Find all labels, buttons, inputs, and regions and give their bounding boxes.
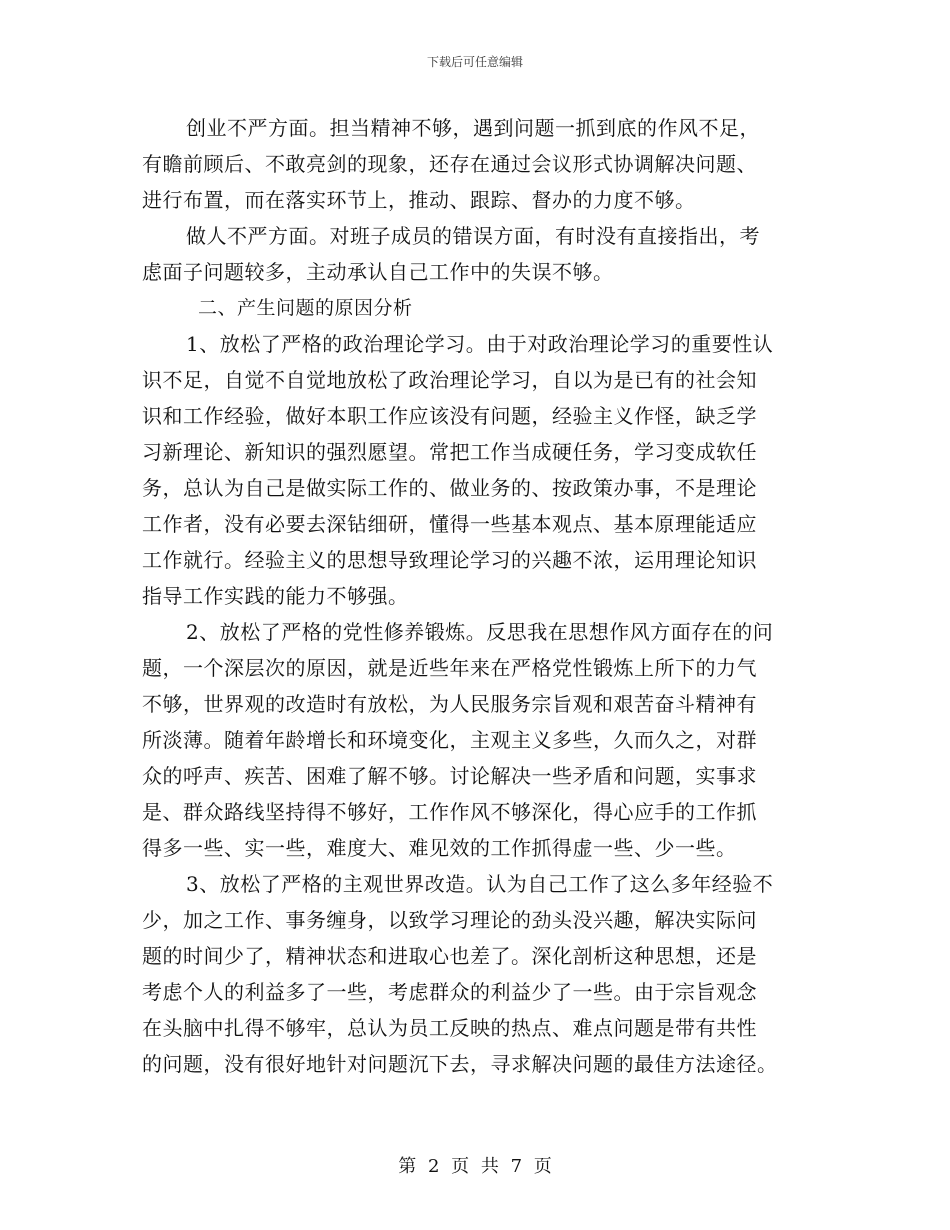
paragraph-line: 习新理论、新知识的强烈愿望。常把工作当成硬任务，学习变成软任 (142, 440, 757, 464)
page-header: 下载后可任意编辑 (426, 55, 523, 69)
paragraph-line: 工作者，没有必要去深钻细研，懂得一些基本观点、基本原理能适应 (142, 512, 757, 536)
paragraph-line: 题，一个深层次的原因，就是近些年来在严格党性锻炼上所下的力气 (142, 656, 757, 680)
paragraph-line: 工作就行。经验主义的思想导致理论学习的兴趣不浓，运用理论知识 (142, 548, 757, 572)
paragraph-line: 做人不严方面。对班子成员的错误方面，有时没有直接指出，考 (186, 224, 760, 248)
paragraph-line: 在头脑中扎得不够牢，总认为员工反映的热点、难点问题是带有共性 (142, 1016, 757, 1040)
paragraph-line: 所淡薄。随着年龄增长和环境变化，主观主义多些，久而久之，对群 (142, 728, 757, 752)
paragraph-line: 考虑个人的利益多了一些，考虑群众的利益少了一些。由于宗旨观念 (142, 980, 757, 1004)
paragraph-line: 识不足，自觉不自觉地放松了政治理论学习，自以为是已有的社会知 (142, 368, 757, 392)
paragraph-line: 2、放松了严格的党性修养锻炼。反思我在思想作风方面存在的问 (186, 620, 774, 644)
paragraph-line: 得多一些、实一些，难度大、难见效的工作抓得虚一些、少一些。 (142, 836, 737, 860)
paragraph-line: 是、群众路线坚持得不够好，工作作风不够深化，得心应手的工作抓 (142, 800, 757, 824)
document-body (142, 110, 804, 1082)
paragraph-line: 有瞻前顾后、不敢亮剑的现象，还存在通过会议形式协调解决问题、 (142, 152, 757, 176)
paragraph-line: 虑面子问题较多，主动承认自己工作中的失误不够。 (142, 260, 614, 284)
paragraph-line: 不够，世界观的改造时有放松，为人民服务宗旨观和艰苦奋斗精神有 (142, 692, 757, 716)
paragraph-line: 识和工作经验，做好本职工作应该没有问题，经验主义作怪，缺乏学 (142, 404, 757, 428)
page-number-footer: 第 2 页 共 7 页 (398, 1156, 552, 1177)
paragraph-line: 题的时间少了，精神状态和进取心也差了。深化剖析这种思想，还是 (142, 944, 757, 968)
paragraph-line: 的问题，没有很好地针对问题沉下去，寻求解决问题的最佳方法途径。 (142, 1052, 778, 1076)
paragraph-line: 众的呼声、疾苦、困难了解不够。讨论解决一些矛盾和问题，实事求 (142, 764, 757, 788)
paragraph-line: 1、放松了严格的政治理论学习。由于对政治理论学习的重要性认 (186, 332, 774, 356)
section-heading: 二、产生问题的原因分析 (198, 297, 413, 319)
paragraph-line: 进行布置，而在落实环节上，推动、跟踪、督办的力度不够。 (142, 188, 696, 212)
paragraph-line: 指导工作实践的能力不够强。 (142, 584, 409, 608)
paragraph-line: 创业不严方面。担当精神不够，遇到问题一抓到底的作风不足， (186, 116, 760, 140)
paragraph-line: 务，总认为自己是做实际工作的、做业务的、按政策办事，不是理论 (142, 476, 757, 500)
paragraph-line: 少，加之工作、事务缠身，以致学习理论的劲头没兴趣，解决实际问 (142, 908, 757, 932)
paragraph-line: 3、放松了严格的主观世界改造。认为自己工作了这么多年经验不 (186, 872, 774, 896)
